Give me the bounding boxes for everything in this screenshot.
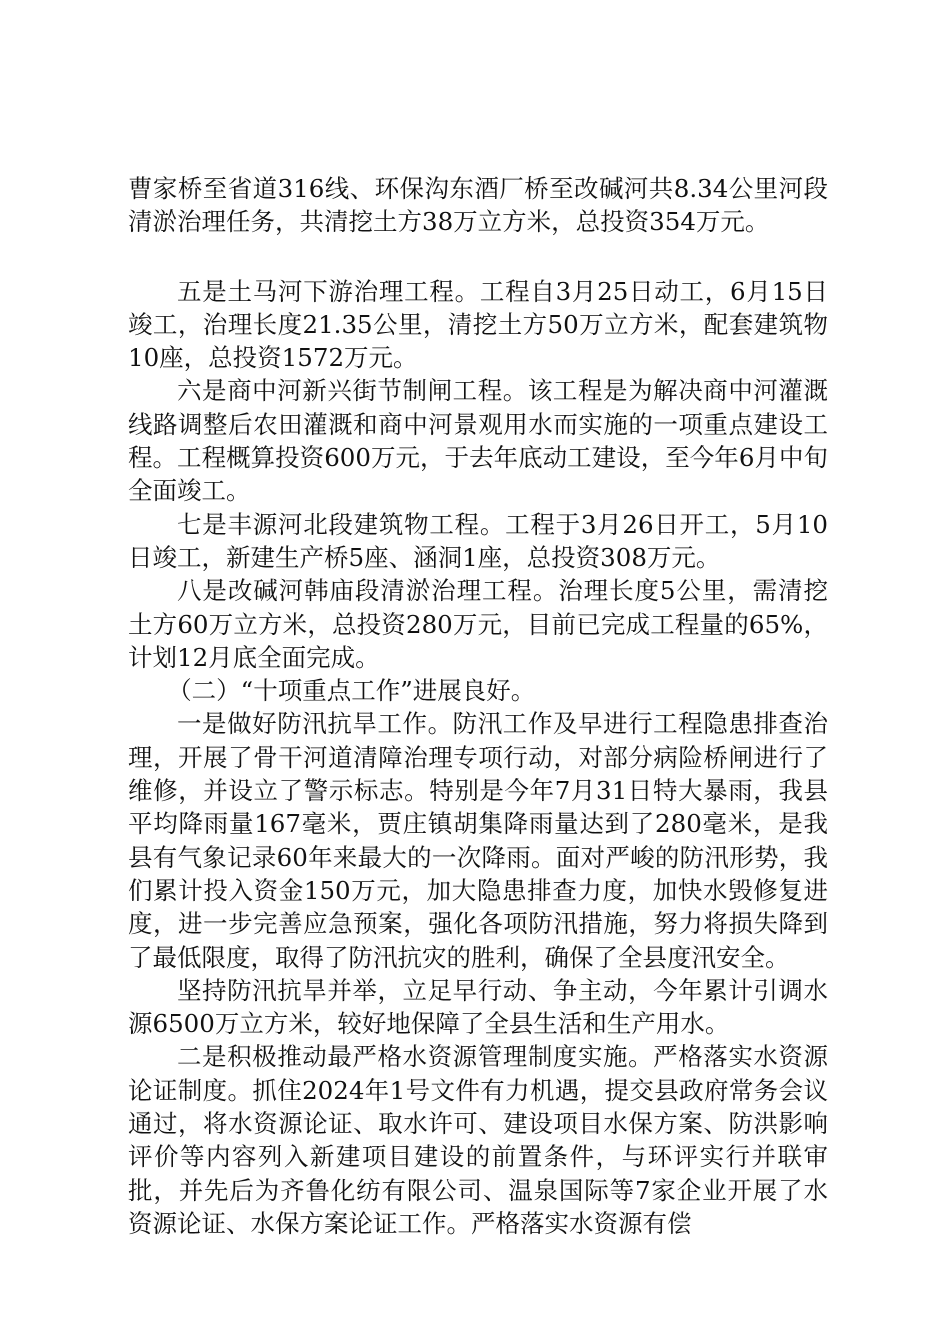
paragraph-fengyuan-river: 七是丰源河北段建筑物工程。工程于3月26日开工，5月10日竣工，新建生产桥5座、涵洞1座，总投资308万元。: [128, 509, 828, 572]
paragraph-flood-control: 一是做好防汛抗旱工作。防汛工作及早进行工程隐患排查治理，开展了骨干河道清障治理专项行动，对部分病险桥闸进行了维修，并设立了警示标志。特别是今年7月31日特大暴雨，我县平均降雨量167毫米，贾庄镇胡集降雨量达到了280毫米，是我县有气象记录60年来最大的一次降雨。面对严峻的防汛形势，我们累计投入资金150万元，加大隐患排查力度，加快水毁修复进度，进一步完善应急预案，强化各项防汛措施，努力将损失降到了最低限度，取得了防汛抗灾的胜利，确保了全县度汛安全。: [128, 709, 828, 972]
paragraph-shangzhong-river: 六是商中河新兴街节制闸工程。该工程是为解决商中河灌溉线路调整后农田灌溉和商中河景观用水而实施的一项重点建设工程。工程概算投资600万元，于去年底动工建设，至今年6月中旬全面竣工。: [128, 376, 828, 506]
paragraph-tuma-river: 五是土马河下游治理工程。工程自3月25日动工，6月15日竣工，治理长度21.35公里，清挖土方50万立方米，配套建筑物10座，总投资1572万元。: [128, 276, 828, 373]
section-heading: （二）“十项重点工作”进展良好。: [167, 676, 536, 706]
paragraph-continuation: 曹家桥至省道316线、环保沟东酒厂桥至改碱河共8.34公里河段清淤治理任务，共清挖土方38万立方米，总投资354万元。: [128, 174, 828, 237]
paragraph-gaijian-river: 八是改碱河韩庙段清淤治理工程。治理长度5公里，需清挖土方60万立方米，总投资280万元，目前已完成工程量的65%，计划12月底全面完成。: [128, 576, 828, 672]
document-body: [128, 172, 828, 1240]
paragraph-water-resources: 二是积极推动最严格水资源管理制度实施。严格落实水资源论证制度。抓住2024年1号文件有力机遇，提交县政府常务会议通过，将水资源论证、取水许可、建设项目水保方案、防洪影响评价等内容列入新建项目建设的前置条件，与环评实行并联审批，并先后为齐鲁化纺有限公司、温泉国际等7家企业开展了水资源论证、水保方案论证工作。严格落实水资源有偿: [128, 1042, 828, 1238]
paragraph-water-supply: 坚持防汛抗旱并举，立足早行动、争主动，今年累计引调水源6500万立方米，较好地保障了全县生活和生产用水。: [128, 975, 828, 1039]
